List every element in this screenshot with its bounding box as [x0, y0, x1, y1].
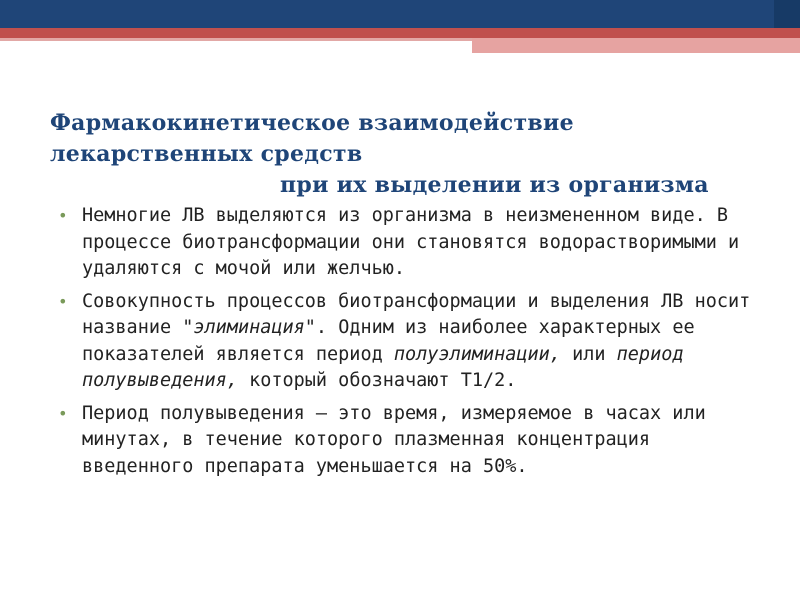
bullet-item-2 [58, 289, 758, 395]
header-bar-light-right [472, 38, 800, 53]
slide-title [50, 108, 750, 201]
bullet-item-1 [58, 203, 758, 283]
term-elimination: элиминация [193, 317, 305, 338]
header-bar-red [0, 28, 800, 38]
bullet-text-part: ". Одним из наиболее характерных ее показателей является период [82, 317, 695, 365]
bullet-icon: • [58, 291, 68, 311]
bullet-item-3 [58, 401, 758, 481]
slide-title-line-3: при их выделении из организма [280, 172, 709, 198]
bullet-text-part: который обозначают Т1/2. [237, 370, 517, 391]
bullet-list [58, 203, 758, 486]
header-bar-dark-accent [774, 0, 800, 28]
bullet-icon: • [58, 206, 68, 225]
bullet-text-part: Совокупность процессов биотрансформации и выделения ЛВ носит название " [82, 290, 751, 338]
term-half-elimination: полуэлиминации, [393, 343, 561, 365]
term-half-life: период полувыведения, [82, 343, 684, 391]
bullet-icon: • [58, 403, 68, 423]
bullet-text-part: или [560, 343, 617, 365]
slide-title-line-2: лекарственных средств [50, 141, 363, 167]
bullet-text: Период полувыведения — это время, измеряемое в часах или минутах, в течение которого плазменная концентрация введенного препарата уменьшается на 50%. [82, 402, 706, 477]
header-bar-dark [0, 0, 800, 28]
header-bar-light-left [0, 38, 472, 41]
slide-title-line-1: Фармакокинетическое взаимодействие [50, 110, 574, 136]
bullet-text: Немногие ЛВ выделяются из организма в неизмененном виде. В процессе биотрансформации они становятся водорастворимыми и удаляются с мочой или желчью. [82, 205, 740, 279]
